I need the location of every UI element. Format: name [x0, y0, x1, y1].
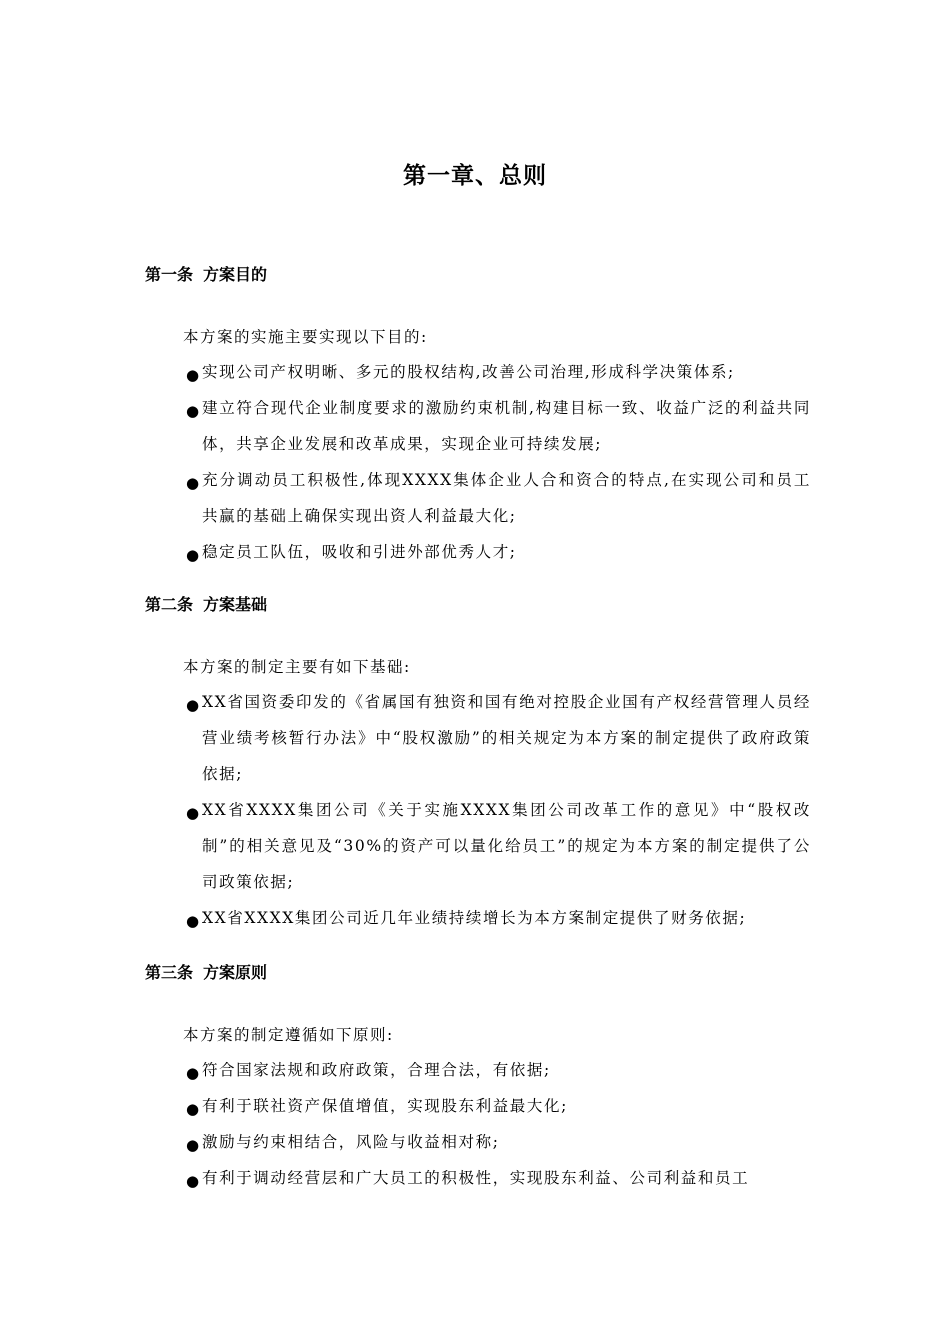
list-item: ● 稳定员工队伍，吸收和引进外部优秀人才; — [183, 534, 811, 570]
chapter-title: 第一章、总则 — [403, 163, 547, 189]
section-title: 方案目的 — [203, 265, 268, 284]
list-item: ● 符合国家法规和政府政策，合理合法，有依据; — [183, 1052, 811, 1088]
bullet-dot-icon: ● — [186, 1172, 201, 1190]
list-item: ● 激励与约束相结合，风险与收益相对称; — [183, 1124, 811, 1160]
bullet-dot-icon: ● — [186, 546, 201, 564]
list-item: ● XX省国资委印发的《省属国有独资和国有绝对控股企业国有产权经营管理人员经营业绩考核暂行办法》中“股权激励”的相关规定为本方案的制定提供了政府政策依据; — [183, 684, 811, 792]
section-number: 第三条 — [145, 963, 194, 982]
bullet-dot-icon: ● — [186, 1064, 201, 1082]
list-item: ● 实现公司产权明晰、多元的股权结构,改善公司治理,形成科学决策体系; — [183, 354, 811, 390]
bullet-dot-icon: ● — [186, 1100, 201, 1118]
bullet-list — [183, 684, 811, 936]
section-heading — [145, 593, 267, 617]
section-heading — [145, 263, 267, 287]
bullet-list — [183, 354, 811, 570]
section-heading — [145, 961, 267, 985]
bullet-dot-icon: ● — [186, 1136, 201, 1154]
list-item: ● 充分调动员工积极性,体现XXXX集体企业人合和资合的特点,在实现公司和员工共赢的基础上确保实现出资人利益最大化; — [183, 462, 811, 534]
list-item: ● 建立符合现代企业制度要求的激励约束机制,构建目标一致、收益广泛的利益共同体，共享企业发展和改革成果，实现企业可持续发展; — [183, 390, 811, 462]
list-item: ● XX省XXXX集团公司近几年业绩持续增长为本方案制定提供了财务依据; — [183, 900, 811, 936]
section-number: 第二条 — [145, 595, 194, 614]
section-intro: 本方案的实施主要实现以下目的: — [183, 328, 428, 346]
section-intro: 本方案的制定主要有如下基础: — [183, 658, 411, 676]
section-title: 方案基础 — [203, 595, 268, 614]
section-title: 方案原则 — [203, 963, 268, 982]
bullet-dot-icon: ● — [186, 366, 201, 384]
section-intro: 本方案的制定遵循如下原则: — [183, 1026, 394, 1044]
bullet-list — [183, 1052, 811, 1196]
bullet-dot-icon: ● — [186, 912, 201, 930]
list-item: ● XX省XXXX集团公司《关于实施XXXX集团公司改革工作的意见》中“股权改制”的相关意见及“30%的资产可以量化给员工”的规定为本方案的制定提供了公司政策依据; — [183, 792, 811, 900]
bullet-dot-icon: ● — [186, 474, 201, 492]
list-item: ● 有利于联社资产保值增值，实现股东利益最大化; — [183, 1088, 811, 1124]
list-item: ● 有利于调动经营层和广大员工的积极性，实现股东利益、公司利益和员工 — [183, 1160, 811, 1196]
bullet-dot-icon: ● — [186, 696, 201, 714]
section-number: 第一条 — [145, 265, 194, 284]
bullet-dot-icon: ● — [186, 804, 201, 822]
bullet-dot-icon: ● — [186, 402, 201, 420]
